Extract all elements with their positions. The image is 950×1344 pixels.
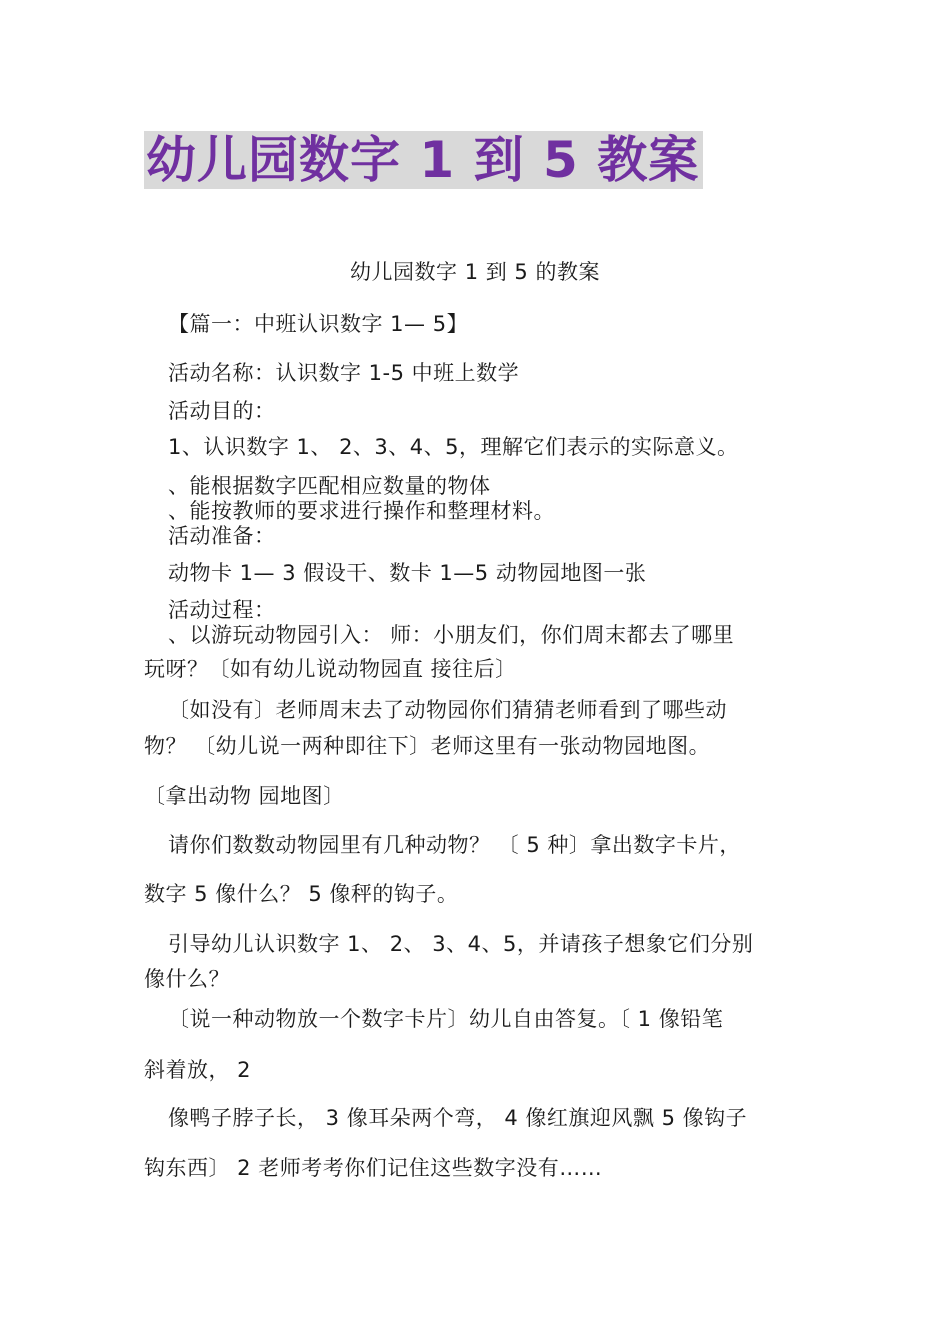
paragraph-line: 数字 5 像什么？ 5 像秤的钩子。 [144, 882, 459, 906]
paragraph-line: 活动准备： [168, 524, 276, 548]
paragraph-line: 、能按教师的要求进行操作和整理材料。 [168, 499, 555, 523]
paragraph-line: 〔拿出动物 园地图〕 [144, 784, 345, 808]
title-highlight [144, 131, 703, 189]
paragraph-line: 物？ 〔幼儿说一两种即往下〕老师这里有一张动物园地图。 [144, 734, 711, 758]
paragraph-line: 、能根据数字匹配相应数量的物体 [168, 474, 491, 498]
paragraph-line: 动物卡 1— 3 假设干、数卡 1—5 动物园地图一张 [168, 561, 647, 585]
paragraph-line: 像鸭子脖子长， 3 像耳朵两个弯， 4 像红旗迎风飘 5 像钩子 [168, 1106, 748, 1130]
paragraph-line: 活动名称：认识数字 1-5 中班上数学 [168, 361, 520, 385]
paragraph-line: 像什么？ [144, 967, 230, 991]
paragraph-line: 活动目的： [168, 399, 276, 423]
document-title: 幼儿园数字 1 到 5 教案 [146, 131, 700, 189]
paragraph-line: 引导幼儿认识数字 1、 2、 3、4、5，并请孩子想象它们分别 [168, 932, 754, 956]
paragraph-line: 斜着放， 2 [144, 1058, 252, 1082]
paragraph-line: 请你们数数动物园里有几种动物？ 〔 5 种〕拿出数字卡片， [168, 833, 741, 857]
paragraph-line: 钩东西〕 2 老师考考你们记住这些数字没有…… [144, 1156, 603, 1180]
paragraph-line: 〔如没有〕老师周末去了动物园你们猜猜老师看到了哪些动 [168, 698, 727, 722]
paragraph-line: 、以游玩动物园引入： 师：小朋友们，你们周末都去了哪里 [168, 623, 735, 647]
paragraph-line: 玩呀？〔如有幼儿说动物园直 接往后〕 [144, 657, 517, 681]
section-heading: 【篇一：中班认识数字 1— 5】 [168, 312, 469, 336]
paragraph-line: 〔说一种动物放一个数字卡片〕幼儿自由答复。〔 1 像铅笔 [168, 1007, 724, 1031]
document-subtitle: 幼儿园数字 1 到 5 的教案 [350, 260, 600, 284]
paragraph-line: 1、认识数字 1、 2、3、4、5，理解它们表示的实际意义。 [168, 435, 739, 459]
paragraph-line: 活动过程： [168, 598, 276, 622]
